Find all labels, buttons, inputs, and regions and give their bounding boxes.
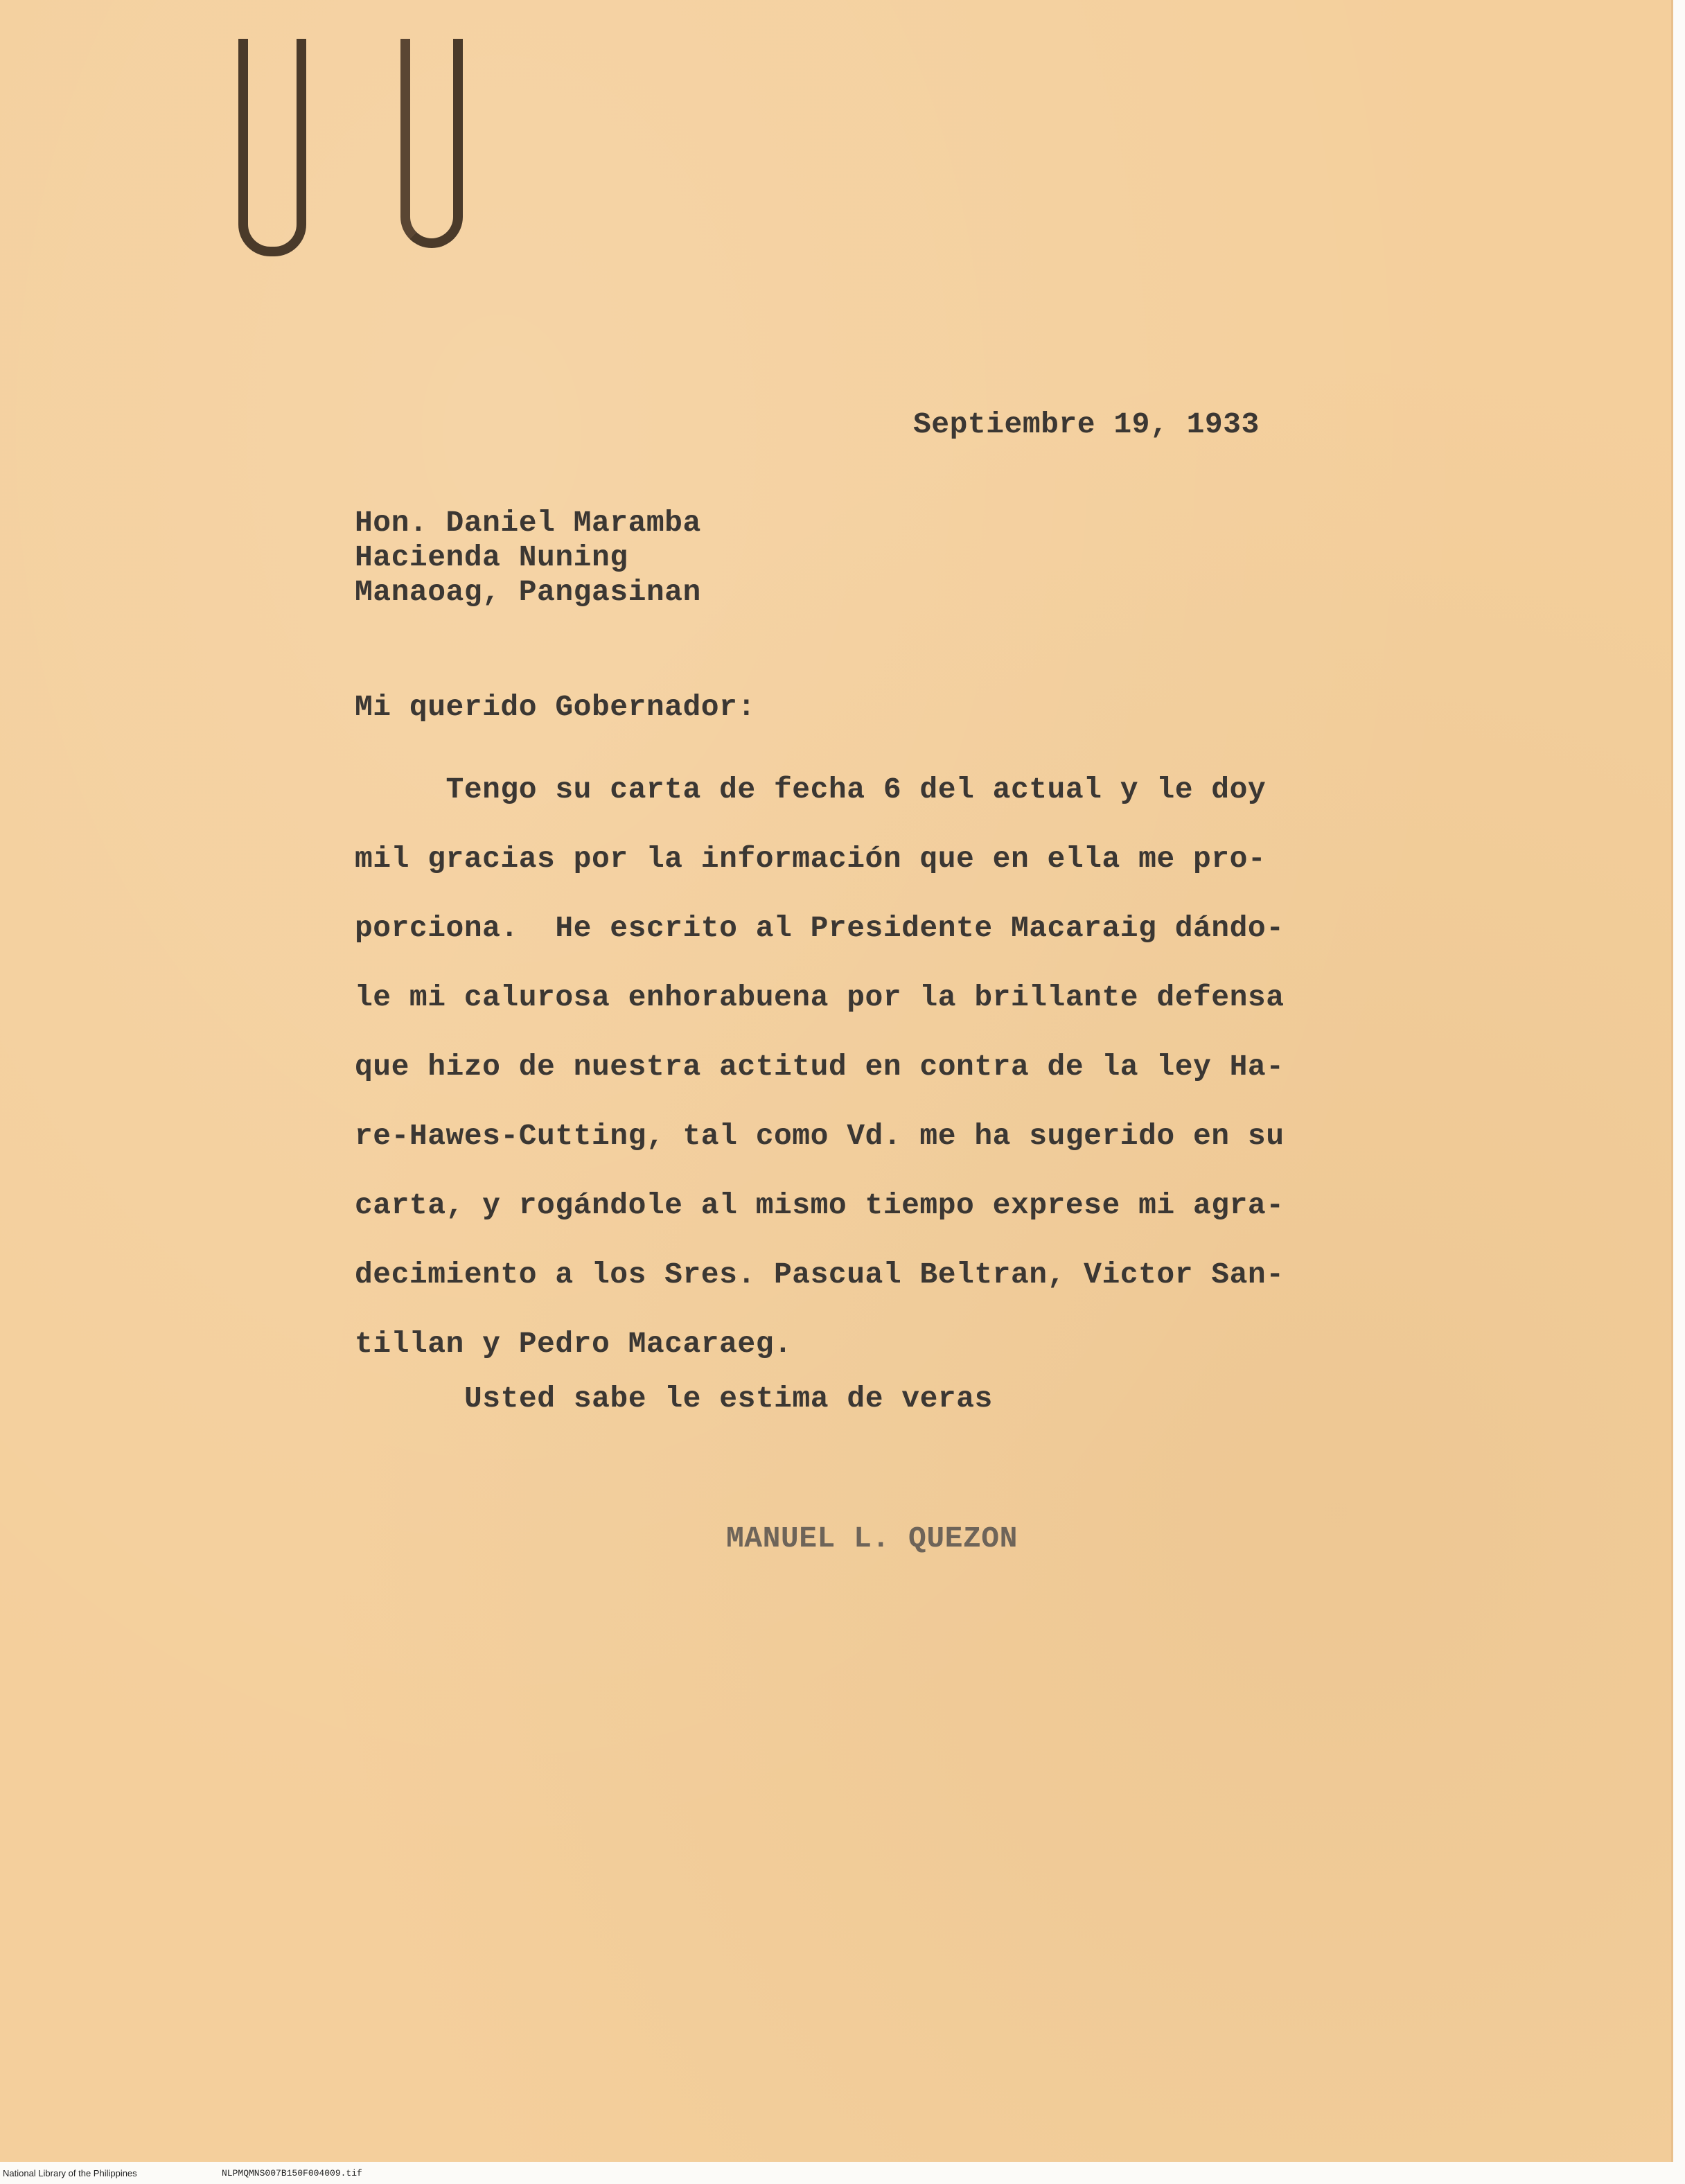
recipient-name: Hon. Daniel Maramba xyxy=(355,506,701,540)
footer-institution: National Library of the Philippines xyxy=(3,2168,137,2178)
body-line: decimiento a los Sres. Pascual Beltran, Victor San- xyxy=(355,1258,1285,1292)
body-line: carta, y rogándole al mismo tiempo exprese mi agra- xyxy=(355,1188,1285,1222)
salutation: Mi querido Gobernador: xyxy=(355,690,756,724)
recipient-town: Manaoag, Pangasinan xyxy=(355,575,701,609)
body-line: re-Hawes-Cutting, tal como Vd. me ha sugerido en su xyxy=(355,1119,1285,1153)
body-line: porciona. He escrito al Presidente Macaraig dándo- xyxy=(355,911,1285,945)
body-line: mil gracias por la información que en ella me pro- xyxy=(355,842,1267,876)
body-line: le mi calurosa enhorabuena por la brillante defensa xyxy=(355,980,1285,1014)
body-line: que hizo de nuestra actitud en contra de la ley Ha- xyxy=(355,1050,1285,1084)
letter-body xyxy=(355,755,1285,1379)
footer-file-id: NLPMQMNS007B150F004009.tif xyxy=(222,2168,362,2178)
paper-clip-back-icon xyxy=(238,39,306,256)
body-line: Tengo su carta de fecha 6 del actual y le doy xyxy=(355,773,1267,807)
paper-clip-front-icon xyxy=(400,39,463,248)
body-line: tillan y Pedro Macaraeg. xyxy=(355,1327,793,1361)
recipient-hacienda: Hacienda Nuning xyxy=(355,540,628,574)
signature-block: MANUEL L. QUEZON xyxy=(726,1522,1018,1556)
recipient-address xyxy=(355,506,701,610)
closing-line: Usted sabe le estima de veras xyxy=(464,1382,993,1416)
letter-date: Septiembre 19, 1933 xyxy=(913,407,1260,441)
